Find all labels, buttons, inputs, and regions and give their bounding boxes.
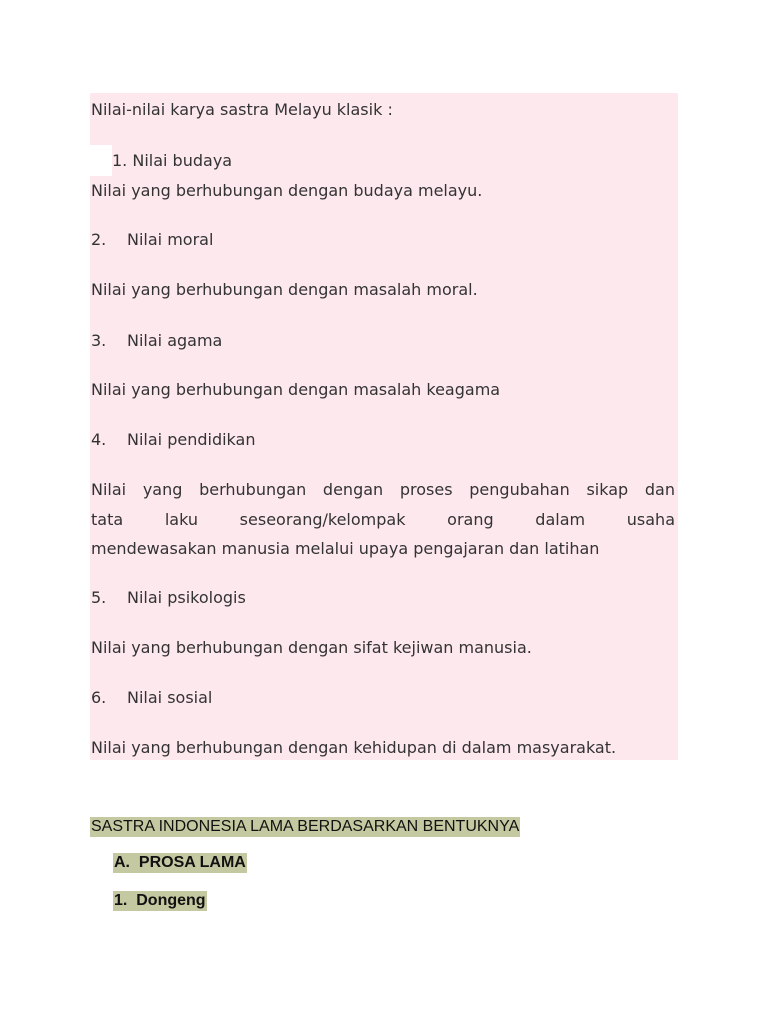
intro-text: Nilai-nilai karya sastra Melayu klasik : <box>91 100 393 119</box>
item-2-desc: Nilai yang berhubungan dengan masalah moral. <box>91 280 478 299</box>
item-4-desc-line-3: mendewasakan manusia melalui upaya pengajaran dan latihan <box>91 539 600 558</box>
item-title: Nilai sosial <box>127 688 213 707</box>
item-number: 3. <box>91 331 107 350</box>
item-4-desc-line-1: Nilai yang berhubungan dengan proses pengubahan sikap dan <box>91 480 675 499</box>
item-title: Nilai psikologis <box>127 588 246 607</box>
item-5-desc: Nilai yang berhubungan dengan sifat kejiwan manusia. <box>91 638 532 657</box>
item-5-title <box>91 588 246 608</box>
indent-gap <box>90 145 112 176</box>
item-1-title <box>112 151 232 171</box>
item-1-desc: Nilai yang berhubungan dengan budaya melayu. <box>91 181 483 200</box>
item-number: 6. <box>91 688 107 707</box>
section-heading: SASTRA INDONESIA LAMA BERDASARKAN BENTUKNYA <box>91 818 520 835</box>
item-title: Nilai budaya <box>132 151 233 170</box>
item-4-desc-line-2: tata laku seseorang/kelompak orang dalam usaha <box>91 510 675 529</box>
item-title: Nilai pendidikan <box>127 430 256 449</box>
item-number: 2. <box>91 230 107 249</box>
item-number: 5. <box>91 588 107 607</box>
item-title: Nilai moral <box>127 230 214 249</box>
sub-heading: A. PROSA LAMA <box>114 854 246 871</box>
item-3-title <box>91 331 222 351</box>
item-title: Nilai agama <box>127 331 223 350</box>
item-6-desc: Nilai yang berhubungan dengan kehidupan di dalam masyarakat. <box>91 738 617 757</box>
item-number: 1. <box>112 151 128 170</box>
item-3-desc: Nilai yang berhubungan dengan masalah keagama <box>91 380 501 399</box>
item-4-title <box>91 430 255 450</box>
item-6-title <box>91 688 212 708</box>
sub-item: 1. Dongeng <box>114 892 206 909</box>
item-number: 4. <box>91 430 107 449</box>
item-2-title <box>91 230 213 250</box>
